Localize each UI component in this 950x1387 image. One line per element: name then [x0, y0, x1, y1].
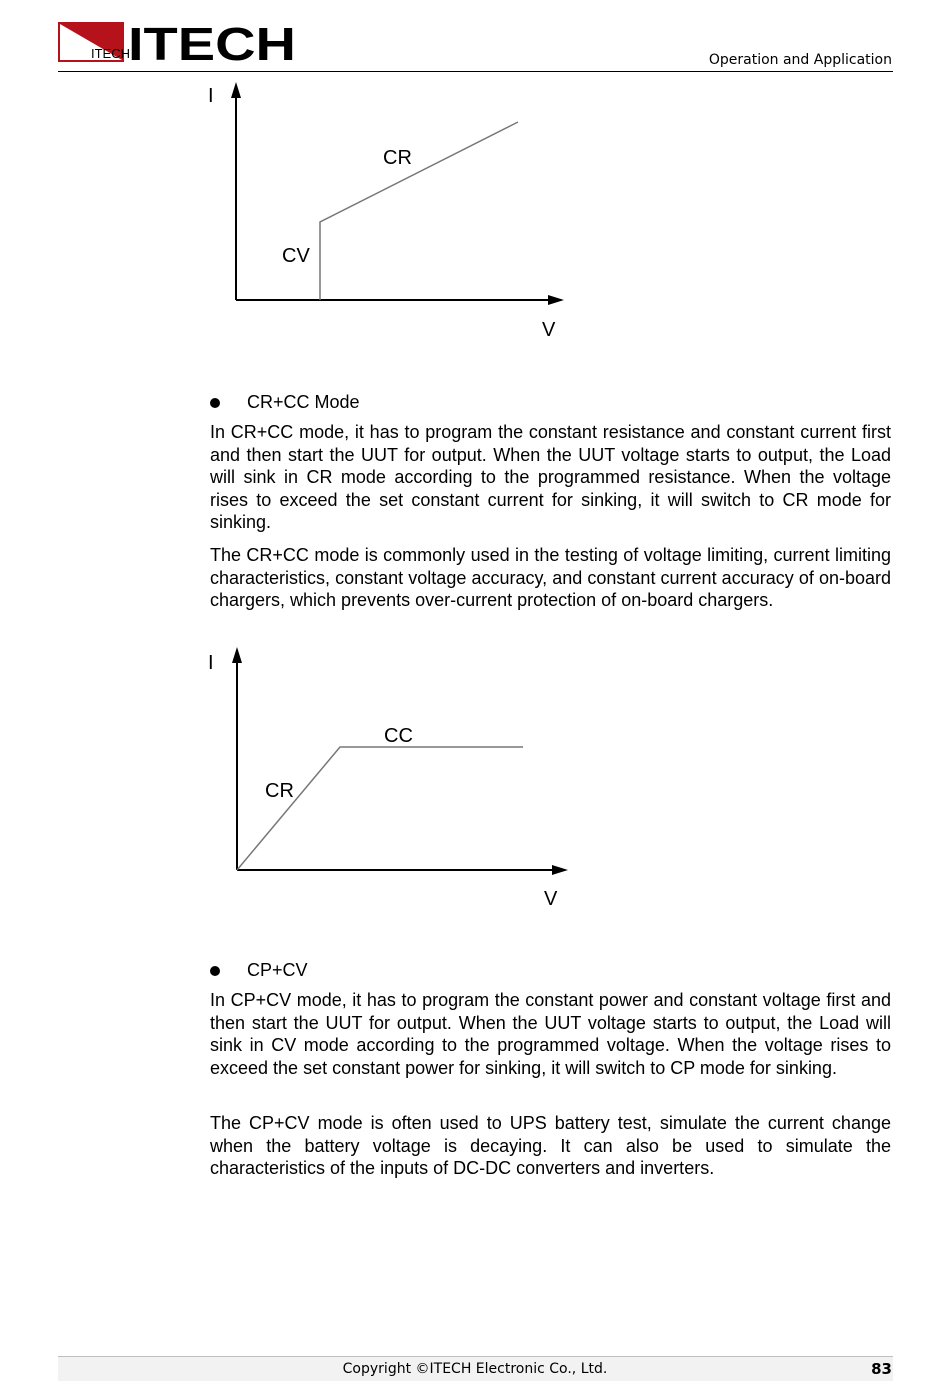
heading-cp-cv: CP+CV	[247, 960, 308, 980]
curve-label-lower: CV	[282, 245, 310, 267]
paragraph-cr-cc-1: In CR+CC mode, it has to program the constant resistance and constant current first and then start the UUT for output. When the UUT voltage starts to output, the Load will sink in CR mode according to the programmed resistance. When the voltage rises to exceed the set constant current for sinking, it will switch to CR mode for sinking.	[210, 422, 891, 532]
logo-text: ITECH	[128, 20, 296, 64]
cr-cc-curve	[237, 747, 523, 870]
bullet-cr-cc	[210, 392, 360, 413]
curve-label-lower: CR	[265, 780, 294, 802]
paragraph-cp-cv-1: In CP+CV mode, it has to program the constant power and constant voltage first and then start the UUT for output. When the UUT voltage starts to output, the Load will sink in CV mode according to the programmed voltage. When the voltage rises to exceed the set constant power for sinking, it will switch to CP mode for sinking.	[210, 990, 891, 1078]
paragraph-cp-cv-2: The CP+CV mode is often used to UPS battery test, simulate the current change when the battery voltage is decaying. It can also be used to simulate the characteristics of the inputs of DC-DC converters and inverters.	[210, 1113, 891, 1178]
logo-small-text: ITECH	[91, 46, 130, 61]
section-title: Operation and Application	[708, 52, 892, 68]
y-axis-arrow	[232, 647, 242, 663]
itech-logo	[58, 20, 298, 64]
bullet-dot	[210, 966, 220, 976]
paragraph-cr-cc-2: The CR+CC mode is commonly used in the testing of voltage limiting, current limiting characteristics, constant voltage accuracy, and constant current accuracy of on-board chargers, which prevents over-current protection of on-board chargers.	[210, 545, 891, 610]
footer-copyright: Copyright ©ITECH Electronic Co., Ltd.	[342, 1361, 608, 1377]
y-axis-arrow	[231, 82, 241, 98]
header-divider	[58, 71, 893, 72]
x-axis-label: V	[542, 319, 556, 341]
curve-label-upper: CC	[384, 725, 413, 747]
bullet-dot	[210, 398, 220, 408]
figure-cr-cc	[200, 645, 580, 915]
x-axis-label: V	[544, 888, 558, 910]
heading-cr-cc: CR+CC Mode	[247, 392, 360, 412]
x-axis-arrow	[552, 865, 568, 875]
y-axis-label: I	[208, 85, 214, 107]
bullet-cp-cv	[210, 960, 308, 981]
curve-label-upper: CR	[383, 147, 412, 169]
page-number: 83	[871, 1360, 892, 1378]
cv-cr-curve	[320, 122, 518, 300]
y-axis-label: I	[208, 652, 214, 674]
x-axis-arrow	[548, 295, 564, 305]
figure-cv-cr	[200, 80, 580, 350]
